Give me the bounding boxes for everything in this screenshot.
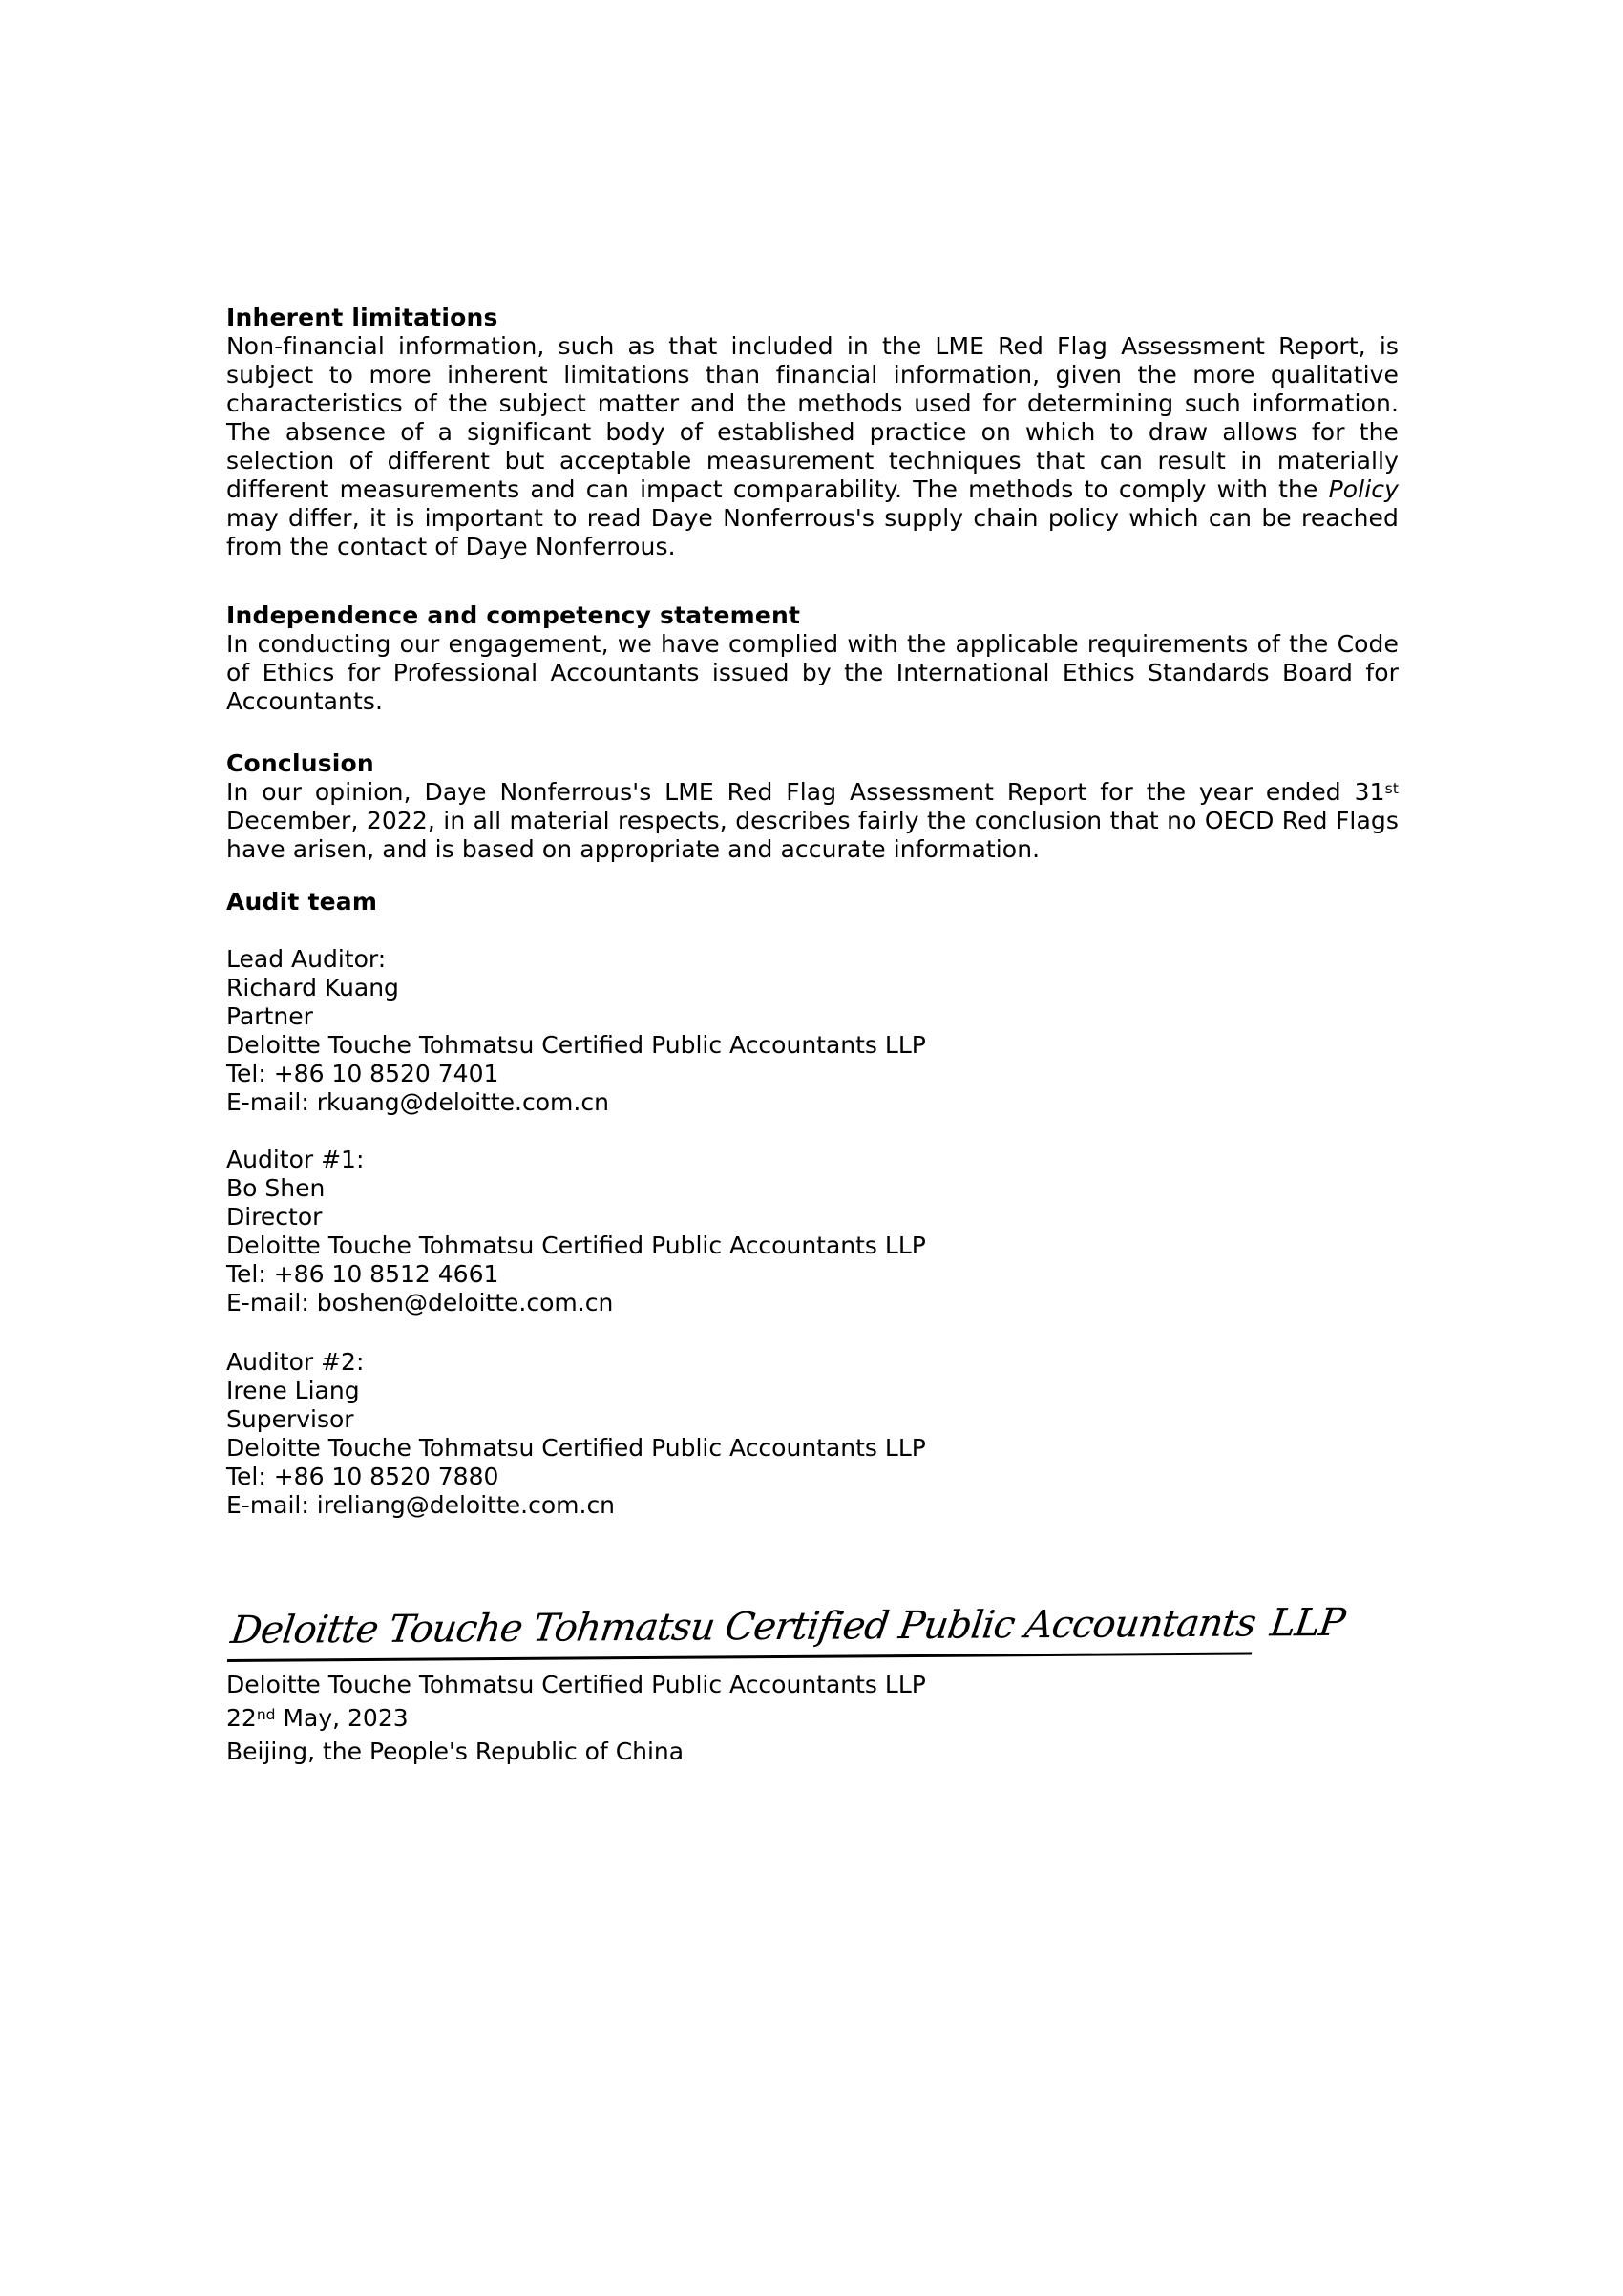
- date-rest: May, 2023: [275, 1704, 409, 1732]
- signature-suffix-text: LLP: [1267, 1600, 1348, 1646]
- auditor-firm: Deloitte Touche Tohmatsu Certified Public Accountants LLP: [226, 1434, 926, 1462]
- policy-italic-term: Policy: [1328, 475, 1399, 503]
- auditor-title: Supervisor: [226, 1405, 354, 1433]
- paragraph-text: Non-financial information, such as that included in the LME Red Flag Assessment Report, is subject to more inherent limitations than financial information, given the more qualitative characteristics of the subject matter and the methods used for determining such information. The absence of a significant body of established practice on which to draw allows for the selection of different but acceptable measurement techniques that can result in materially different measurements and can impact comparability. The methods to comply with the: [226, 332, 1399, 503]
- signoff-location: Beijing, the People's Republic of China: [226, 1738, 685, 1765]
- paragraph-text: December, 2022, in all material respects, describes fairly the conclusion that no OECD Red Flags have arisen, and is based on appropriate and accurate information.: [226, 807, 1399, 863]
- conclusion-paragraph: [226, 778, 1399, 864]
- section-audit-team: [226, 888, 1399, 916]
- section-conclusion: [226, 749, 1399, 864]
- auditor-name: Richard Kuang: [226, 974, 399, 1001]
- auditor-email: E-mail: ireliang@deloitte.com.cn: [226, 1491, 616, 1519]
- auditor-role-label: Auditor #2:: [226, 1348, 365, 1376]
- auditor-role-label: Auditor #1:: [226, 1146, 365, 1173]
- auditor-block-lead: [226, 945, 1399, 1117]
- auditor-block-2: [226, 1348, 1399, 1520]
- signoff-firm-name: Deloitte Touche Tohmatsu Certified Public Accountants LLP: [226, 1671, 926, 1698]
- auditor-title: Partner: [226, 1002, 313, 1030]
- auditor-title: Director: [226, 1203, 323, 1231]
- signoff-lines: [226, 1668, 1399, 1768]
- date-ordinal-superscript: nd: [256, 1706, 276, 1724]
- auditor-name: Bo Shen: [226, 1174, 326, 1202]
- auditor-firm: Deloitte Touche Tohmatsu Certified Public Accountants LLP: [226, 1031, 926, 1059]
- handwritten-signature: [226, 1600, 1407, 1668]
- auditor-email: E-mail: boshen@deloitte.com.cn: [226, 1289, 614, 1317]
- date-day: 22: [226, 1704, 257, 1732]
- auditor-role-label: Lead Auditor:: [226, 945, 387, 973]
- conclusion-heading: Conclusion: [226, 749, 374, 777]
- auditor-email: E-mail: rkuang@deloitte.com.cn: [226, 1088, 609, 1116]
- auditor-firm: Deloitte Touche Tohmatsu Certified Public Accountants LLP: [226, 1232, 926, 1259]
- inherent-limitations-paragraph: [226, 332, 1399, 561]
- audit-team-heading: Audit team: [226, 888, 378, 916]
- paragraph-text: In our opinion, Daye Nonferrous's LME Red Flag Assessment Report for the year ended 31: [226, 778, 1385, 806]
- auditor-phone: Tel: +86 10 8520 7880: [226, 1463, 499, 1490]
- independence-heading: Independence and competency statement: [226, 601, 801, 629]
- auditor-phone: Tel: +86 10 8512 4661: [226, 1260, 499, 1288]
- inherent-limitations-heading: Inherent limitations: [226, 304, 498, 331]
- section-independence-statement: [226, 601, 1399, 716]
- date-ordinal-superscript: st: [1384, 780, 1399, 798]
- paragraph-text: may differ, it is important to read Daye Nonferrous's supply chain policy which can be reached from the contact of Daye Nonferrous.: [226, 504, 1399, 560]
- auditor-block-1: [226, 1146, 1399, 1317]
- independence-paragraph: In conducting our engagement, we have complied with the applicable requirements of the Code of Ethics for Professional Accountants issued by the International Ethics Standards Board for Accountants.: [226, 630, 1399, 715]
- signoff-block: [226, 1600, 1399, 1768]
- auditor-phone: Tel: +86 10 8520 7401: [226, 1060, 499, 1087]
- section-inherent-limitations: [226, 304, 1399, 561]
- auditor-name: Irene Liang: [226, 1377, 360, 1404]
- signature-text: Deloitte Touche Tohmatsu Certified Public Accountants: [227, 1602, 1258, 1662]
- signoff-date: [226, 1701, 1399, 1735]
